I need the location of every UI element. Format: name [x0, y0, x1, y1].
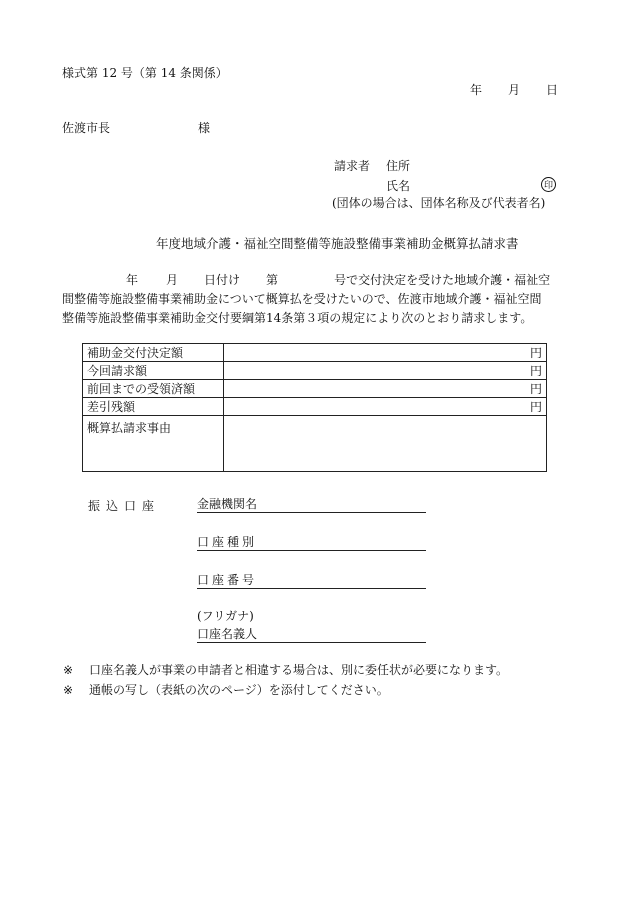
- claimant-name-label: 氏名: [386, 179, 411, 193]
- reason-field[interactable]: [224, 416, 547, 472]
- claimant-label: 請求者: [334, 159, 371, 173]
- table-row: [83, 380, 547, 398]
- addressee-name: 佐渡市長: [62, 121, 111, 135]
- amount-field[interactable]: 円: [224, 344, 547, 362]
- body-line-3: 整備等施設整備事業補助金交付要綱第14条第３項の規定により次のとおり請求します。: [62, 311, 533, 325]
- amount-field[interactable]: 円: [224, 398, 547, 416]
- amount-field[interactable]: 円: [224, 380, 547, 398]
- claimant-address-label: 住所: [386, 159, 411, 173]
- form-number: 様式第 12 号（第 14 条関係）: [62, 66, 228, 80]
- date-line: [470, 84, 558, 96]
- row-label: 差引残額: [83, 398, 224, 416]
- addressee-honorific: 様: [198, 121, 211, 135]
- date-day: 日: [546, 83, 559, 97]
- seal-mark: 印: [541, 177, 556, 192]
- amount-field[interactable]: 円: [224, 362, 547, 380]
- table-row: [83, 362, 547, 380]
- body-line-2: 間整備等施設整備事業補助金について概算払を受けたいので、佐渡市地域介護・福祉空間: [62, 292, 542, 306]
- table-row: [83, 398, 547, 416]
- table-row-reason: [83, 416, 547, 472]
- account-type-field[interactable]: 口座種別: [197, 536, 426, 551]
- account-holder-field[interactable]: 口座名義人: [197, 628, 426, 643]
- institution-field[interactable]: 金融機関名: [197, 498, 426, 513]
- table-row: [83, 344, 547, 362]
- row-label: 今回請求額: [83, 362, 224, 380]
- organization-note: (団体の場合は、団体名称及び代表者名): [332, 196, 546, 210]
- note-1: ※ 口座名義人が事業の申請者と相違する場合は、別に委任状が必要になります。: [63, 663, 509, 677]
- body-line-1: 年 月 日付け 第 号で交付決定を受けた地域介護・福祉空: [126, 273, 551, 287]
- date-month: 月: [508, 83, 521, 97]
- row-label: 補助金交付決定額: [83, 344, 224, 362]
- amounts-table: [82, 343, 547, 472]
- request-body: [62, 271, 567, 328]
- account-number-field[interactable]: 口座番号: [197, 574, 426, 589]
- document-title: 年度地域介護・福祉空間整備等施設整備事業補助金概算払請求書: [156, 236, 519, 251]
- bank-account-label: 振込口座: [88, 499, 161, 513]
- note-2: ※ 通帳の写し（表紙の次のページ）を添付してください。: [63, 683, 389, 697]
- date-year: 年: [470, 83, 483, 97]
- row-label: 前回までの受領済額: [83, 380, 224, 398]
- furigana-label: (フリガナ): [197, 609, 254, 623]
- addressee: [62, 121, 211, 135]
- reason-label: 概算払請求事由: [83, 416, 224, 472]
